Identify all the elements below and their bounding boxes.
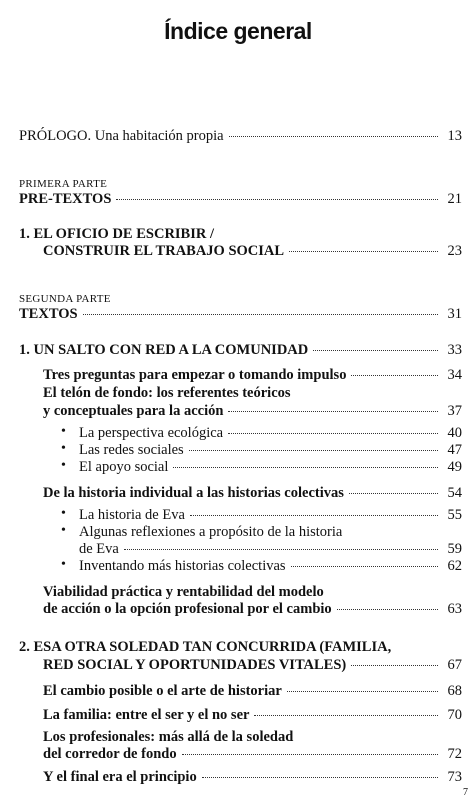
toc-entry-label: Tres preguntas para empezar o tomando impulso <box>43 367 347 383</box>
bullet-icon: • <box>61 441 66 456</box>
toc-entry-label: CONSTRUIR EL TRABAJO SOCIAL <box>43 243 285 259</box>
section-heading: El telón de fondo: los referentes teóricos <box>43 385 291 401</box>
toc-entry-label: Y el final era el principio <box>43 769 197 785</box>
bullet-icon: • <box>61 557 66 572</box>
toc-entry-page: 47 <box>447 442 462 458</box>
dot-leader <box>291 566 438 567</box>
toc-entry-label: RED SOCIAL Y OPORTUNIDADES VITALES) <box>43 657 347 673</box>
toc-entry-page: 62 <box>447 558 462 574</box>
toc-entry-page: 21 <box>447 191 462 207</box>
dot-leader <box>189 450 438 451</box>
chapter-heading: 2. ESA OTRA SOLEDAD TAN CONCURRIDA (FAMILIA, <box>19 639 392 655</box>
toc-entry-subsection <box>79 441 462 459</box>
toc-entry-subsection <box>79 557 462 575</box>
toc-entry-section <box>43 682 462 700</box>
toc-entry-section <box>43 768 462 786</box>
dot-leader <box>182 754 438 755</box>
toc-entry-page: 73 <box>447 769 462 785</box>
toc-entry-subsection <box>79 506 462 524</box>
toc-entry-chapter <box>43 242 462 260</box>
toc-entry-subsection <box>79 424 462 442</box>
toc-entry-label: PRE-TEXTOS <box>19 191 112 207</box>
toc-entry-page: 40 <box>447 425 462 441</box>
bullet-icon: • <box>61 506 66 521</box>
toc-entry-label: del corredor de fondo <box>43 746 177 762</box>
toc-entry-page: 54 <box>447 485 462 501</box>
toc-entry-label: de acción o la opción profesional por el cambio <box>43 601 332 617</box>
dot-leader <box>349 493 438 494</box>
toc-entry-label: 1. UN SALTO CON RED A LA COMUNIDAD <box>19 342 309 358</box>
toc-entry-page: 13 <box>447 128 462 144</box>
dot-leader <box>228 433 438 434</box>
toc-entry-section <box>43 600 462 618</box>
toc-entry-page: 49 <box>447 459 462 475</box>
toc-entry-label: PRÓLOGO. Una habitación propia <box>19 128 224 144</box>
toc-entry-label: El cambio posible o el arte de historiar <box>43 683 282 699</box>
toc-entry-section <box>43 484 462 502</box>
dot-leader <box>116 199 438 200</box>
dot-leader <box>124 549 438 550</box>
toc-entry-label: de Eva <box>79 541 119 557</box>
toc-entry-subsection <box>79 458 462 476</box>
section-heading: Los profesionales: más allá de la soledad <box>43 729 294 745</box>
section-heading: Viabilidad práctica y rentabilidad del modelo <box>43 584 324 600</box>
toc-entry-chapter <box>19 341 462 359</box>
toc-entry-section <box>43 366 462 384</box>
dot-leader <box>287 691 438 692</box>
dot-leader <box>337 609 438 610</box>
bullet-icon: • <box>61 458 66 473</box>
toc-entry-label: Inventando más historias colectivas <box>79 558 286 574</box>
dot-leader <box>351 665 438 666</box>
toc-entry-label: La familia: entre el ser y el no ser <box>43 707 250 723</box>
toc-entry-page: 55 <box>447 507 462 523</box>
toc-entry-textos <box>19 305 462 323</box>
toc-entry-page: 67 <box>447 657 462 673</box>
page-corner-mark: 7 <box>463 787 468 798</box>
bullet-icon: • <box>61 424 66 439</box>
page-title: Índice general <box>164 18 312 44</box>
toc-entry-page: 23 <box>447 243 462 259</box>
toc-entry-prologo <box>19 127 462 145</box>
toc-entry-page: 68 <box>447 683 462 699</box>
toc-entry-label: El apoyo social <box>79 459 169 475</box>
toc-entry-label: TEXTOS <box>19 306 78 322</box>
dot-leader <box>229 136 438 137</box>
dot-leader <box>313 350 438 351</box>
toc-entry-section <box>43 706 462 724</box>
dot-leader <box>254 715 438 716</box>
toc-entry-pre-textos <box>19 190 462 208</box>
toc-entry-page: 72 <box>447 746 462 762</box>
toc-entry-page: 70 <box>447 707 462 723</box>
dot-leader <box>202 777 438 778</box>
toc-entry-chapter <box>43 656 462 674</box>
part-label: SEGUNDA PARTE <box>19 293 111 305</box>
toc-entry-page: 63 <box>447 601 462 617</box>
toc-entry-label: La historia de Eva <box>79 507 185 523</box>
dot-leader <box>228 411 438 412</box>
toc-entry-page: 31 <box>447 306 462 322</box>
dot-leader <box>173 467 438 468</box>
toc-entry-page: 34 <box>447 367 462 383</box>
dot-leader <box>289 251 438 252</box>
toc-entry-subsection <box>79 540 462 558</box>
dot-leader <box>190 515 438 516</box>
toc-entry-page: 37 <box>447 403 462 419</box>
toc-entry-label: Las redes sociales <box>79 442 184 458</box>
toc-entry-page: 33 <box>447 342 462 358</box>
part-label: PRIMERA PARTE <box>19 178 108 190</box>
bullet-icon: • <box>61 523 66 538</box>
subsection-heading: Algunas reflexiones a propósito de la historia <box>79 524 343 540</box>
toc-entry-section <box>43 745 462 763</box>
toc-entry-page: 59 <box>447 541 462 557</box>
toc-entry-label: De la historia individual a las historias colectivas <box>43 485 344 501</box>
toc-entry-label: La perspectiva ecológica <box>79 425 224 441</box>
dot-leader <box>83 314 438 315</box>
toc-entry-label: y conceptuales para la acción <box>43 403 224 419</box>
toc-entry-section <box>43 402 462 420</box>
dot-leader <box>351 375 438 376</box>
chapter-heading: 1. EL OFICIO DE ESCRIBIR / <box>19 226 214 242</box>
